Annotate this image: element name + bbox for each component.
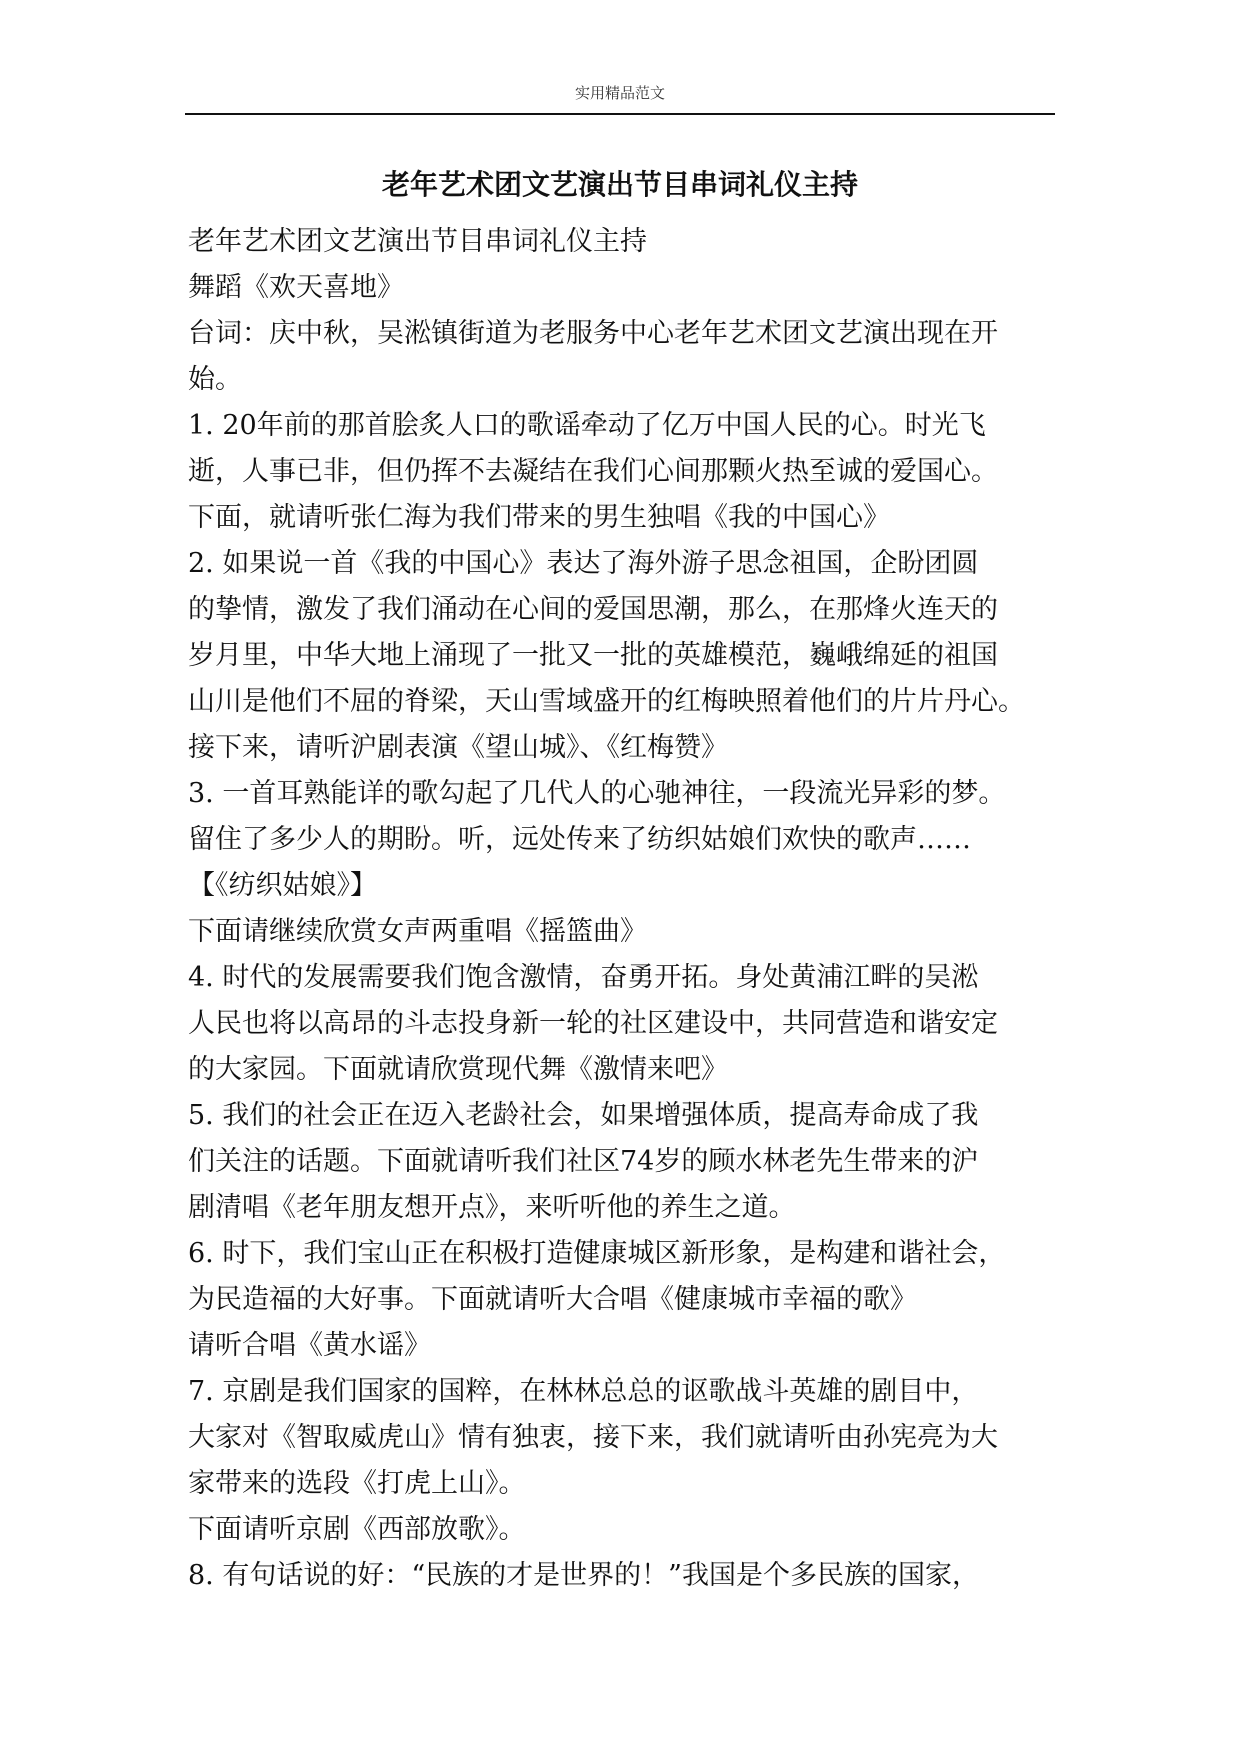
body-line: 岁月里，中华大地上涌现了一批又一批的英雄模范，巍峨绵延的祖国 <box>188 640 998 671</box>
body-line: 请听合唱《黄水谣》 <box>188 1330 431 1361</box>
body-line: 大家对《智取威虎山》情有独衷，接下来，我们就请听由孙宪亮为大 <box>188 1422 998 1453</box>
body-line: 老年艺术团文艺演出节目串词礼仪主持 <box>188 226 647 257</box>
body-line: 家带来的选段《打虎上山》。 <box>188 1468 526 1499</box>
body-line: 下面请继续欣赏女声两重唱《摇篮曲》 <box>188 916 647 947</box>
body-line: 7. 京剧是我们国家的国粹，在林林总总的讴歌战斗英雄的剧目中， <box>188 1376 979 1407</box>
body-line: 们关注的话题。下面就请听我们社区74岁的顾水林老先生带来的沪 <box>188 1146 979 1177</box>
body-line: 接下来，请听沪剧表演《望山城》、《红梅赞》 <box>188 732 728 763</box>
page-header: 实用精品范文 <box>574 84 665 102</box>
document-title: 老年艺术团文艺演出节目串词礼仪主持 <box>381 168 858 201</box>
body-line: 为民造福的大好事。下面就请听大合唱《健康城市幸福的歌》 <box>188 1284 917 1315</box>
body-line: 1. 20年前的那首脍炙人口的歌谣牵动了亿万中国人民的心。时光飞 <box>188 410 986 441</box>
body-line: 5. 我们的社会正在迈入老龄社会，如果增强体质，提高寿命成了我 <box>188 1100 979 1131</box>
body-line: 【《纺织姑娘》】 <box>188 870 377 901</box>
body-line: 4. 时代的发展需要我们饱含激情，奋勇开拓。身处黄浦江畔的吴淞 <box>188 962 979 993</box>
body-line: 剧清唱《老年朋友想开点》，来听听他的养生之道。 <box>188 1192 796 1223</box>
body-line: 下面，就请听张仁海为我们带来的男生独唱《我的中国心》 <box>188 502 890 533</box>
body-line: 2. 如果说一首《我的中国心》表达了海外游子思念祖国，企盼团圆 <box>188 548 979 579</box>
body-line: 3. 一首耳熟能详的歌勾起了几代人的心驰神往，一段流光异彩的梦。 <box>188 778 1006 809</box>
body-line: 的大家园。下面就请欣赏现代舞《激情来吧》 <box>188 1054 728 1085</box>
body-line: 的挚情，激发了我们涌动在心间的爱国思潮，那么，在那烽火连天的 <box>188 594 998 625</box>
body-line: 留住了多少人的期盼。听，远处传来了纺织姑娘们欢快的歌声…… <box>188 824 971 855</box>
body-line: 舞蹈《欢天喜地》 <box>188 272 404 303</box>
body-line: 台词：庆中秋，吴淞镇街道为老服务中心老年艺术团文艺演出现在开 <box>188 318 998 349</box>
body-line: 8. 有句话说的好：“民族的才是世界的！”我国是个多民族的国家， <box>188 1560 979 1591</box>
body-line: 6. 时下，我们宝山正在积极打造健康城区新形象，是构建和谐社会， <box>188 1238 1006 1269</box>
body-line: 人民也将以高昂的斗志投身新一轮的社区建设中，共同营造和谐安定 <box>188 1008 998 1039</box>
body-line: 始。 <box>188 364 242 395</box>
body-line: 山川是他们不屈的脊梁，天山雪域盛开的红梅映照着他们的片片丹心。 <box>188 686 1025 717</box>
body-line: 逝，人事已非，但仍挥不去凝结在我们心间那颗火热至诚的爱国心。 <box>188 456 998 487</box>
document-body <box>188 219 1078 1599</box>
body-line: 下面请听京剧《西部放歌》。 <box>188 1514 526 1545</box>
header-divider <box>185 113 1055 115</box>
